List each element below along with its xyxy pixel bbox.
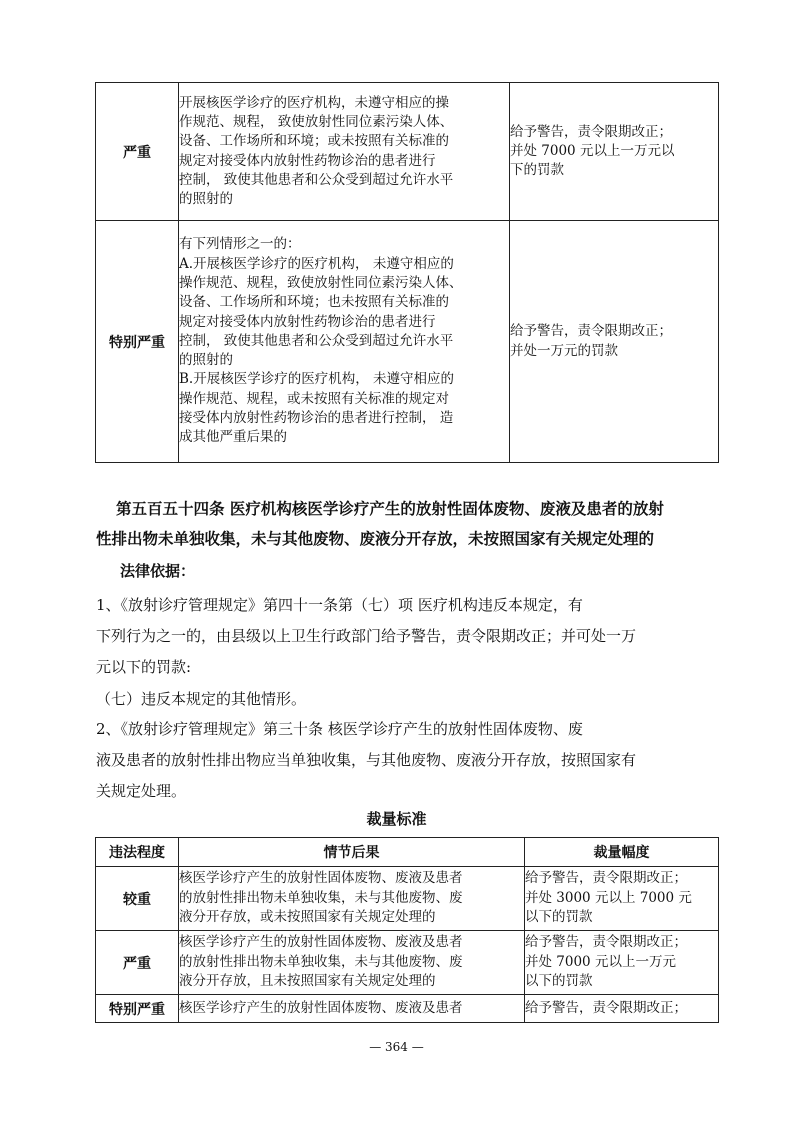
basis-paragraph-item <box>96 684 706 715</box>
penalty-cell <box>510 221 719 463</box>
basis-paragraph-1 <box>96 590 706 683</box>
article-title <box>116 494 706 524</box>
table-header-row <box>96 838 719 867</box>
penalty-table-bottom <box>95 837 719 1023</box>
standard-title: 裁量标准 <box>366 810 427 828</box>
text-line: 的放射性排出物未单独收集，未与其他废物、废 <box>179 953 463 970</box>
text-line: 下的罚款 <box>510 162 564 179</box>
severity-cell: 严重 <box>96 83 179 221</box>
text-line: 的照射的 <box>179 191 233 208</box>
text-line: 1、《放射诊疗管理规定》第四十一条第（七）项 医疗机构违反本规定，有 <box>96 596 583 614</box>
text-line: B.开展核医学诊疗的医疗机构， 未遵守相应的 <box>179 371 455 388</box>
text-line: （七）违反本规定的其他情形。 <box>96 690 307 708</box>
title-line: 性排出物未单独收集，未与其他废物、废液分开存放，未按照国家有关规定处理的 <box>96 530 655 548</box>
table-row <box>96 931 719 995</box>
text-line: 开展核医学诊疗的医疗机构，未遵守相应的操 <box>179 94 449 111</box>
page-number: — 364 — <box>369 1040 424 1054</box>
penalty-cell <box>510 83 719 221</box>
penalty-cell <box>525 931 719 995</box>
text-line: 的放射性排出物未单独收集，未与其他废物、废 <box>179 889 463 906</box>
text-line: 下列行为之一的，由县级以上卫生行政部门给予警告，责令限期改正；并可处一万 <box>96 627 637 645</box>
penalty-cell <box>525 995 719 1023</box>
header-penalty: 裁量幅度 <box>525 838 719 867</box>
basis-paragraph-2 <box>96 714 706 807</box>
details-cell <box>179 867 525 931</box>
title-line: 第五百五十四条 医疗机构核医学诊疗产生的放射性固体废物、废液及患者的放射 <box>116 500 664 518</box>
text-line: 接受体内放射性药物诊治的患者进行控制， 造 <box>179 410 454 427</box>
text-line: 给予警告，责令限期改正； <box>525 934 687 951</box>
text-line: 设备、工作场所和环境；或未按照有关标准的 <box>179 133 449 150</box>
text-line: 规定对接受体内放射性药物诊治的患者进行 <box>179 152 436 169</box>
text-line: 控制， 致使其他患者和公众受到超过允许水平 <box>179 332 454 349</box>
severity-cell: 较重 <box>96 867 179 931</box>
text-line: 元以下的罚款: <box>96 658 192 676</box>
table-row <box>96 867 719 931</box>
penalty-cell <box>525 867 719 931</box>
text-line: 并处 7000 元以上一万元 <box>525 953 676 970</box>
text-line: 的照射的 <box>179 352 233 369</box>
penalty-table-top <box>95 82 719 463</box>
severity-cell: 特别严重 <box>96 995 179 1023</box>
text-line: 关规定处理。 <box>96 782 187 800</box>
table-row <box>96 83 719 221</box>
text-line: 规定对接受体内放射性药物诊治的患者进行 <box>179 313 436 330</box>
severity-cell: 特别严重 <box>96 221 179 463</box>
text-line: 有下列情形之一的： <box>179 236 301 253</box>
text-line: 控制， 致使其他患者和公众受到超过允许水平 <box>179 171 454 188</box>
text-line: 液及患者的放射性排出物应当单独收集，与其他废物、废液分开存放，按照国家有 <box>96 751 637 769</box>
header-details: 情节后果 <box>179 838 525 867</box>
text-line: A.开展核医学诊疗的医疗机构， 未遵守相应的 <box>179 255 454 272</box>
table-row <box>96 995 719 1023</box>
text-line: 操作规范、规程，或未按照有关标准的规定对 <box>179 390 449 407</box>
text-line: 核医学诊疗产生的放射性固体废物、废液及患者 <box>179 934 463 951</box>
table-row <box>96 221 719 463</box>
text-line: 并处一万元的罚款 <box>510 342 618 359</box>
text-line: 并处 3000 元以上 7000 元 <box>525 889 692 906</box>
text-line: 以下的罚款 <box>525 973 593 990</box>
text-line: 给予警告，责令限期改正； <box>510 323 672 340</box>
text-line: 并处 7000 元以上一万元以 <box>510 142 675 159</box>
text-line: 作规范、规程， 致使放射性同位素污染人体、 <box>179 113 454 130</box>
details-cell <box>179 995 525 1023</box>
text-line: 液分开存放，或未按照国家有关规定处理的 <box>179 909 436 926</box>
text-line: 核医学诊疗产生的放射性固体废物、废液及患者 <box>179 870 463 887</box>
text-line: 给予警告，责令限期改正； <box>510 123 672 140</box>
text-line: 给予警告，责令限期改正； <box>525 999 687 1016</box>
article-title-cont <box>96 524 686 554</box>
header-severity: 违法程度 <box>96 838 179 867</box>
text-line: 液分开存放，且未按照国家有关规定处理的 <box>179 973 436 990</box>
text-line: 以下的罚款 <box>525 909 593 926</box>
details-cell <box>179 83 510 221</box>
severity-cell: 严重 <box>96 931 179 995</box>
text-line: 给予警告，责令限期改正； <box>525 870 687 887</box>
details-cell <box>179 931 525 995</box>
text-line: 2、《放射诊疗管理规定》第三十条 核医学诊疗产生的放射性固体废物、废 <box>96 720 583 738</box>
text-line: 操作规范、规程，致使放射性同位素污染人体、 <box>179 274 463 291</box>
legal-basis-label: 法律依据： <box>120 562 196 580</box>
text-line: 设备、工作场所和环境；也未按照有关标准的 <box>179 294 449 311</box>
text-line: 核医学诊疗产生的放射性固体废物、废液及患者 <box>179 999 463 1016</box>
details-cell <box>179 221 510 463</box>
text-line: 成其他严重后果的 <box>179 429 287 446</box>
